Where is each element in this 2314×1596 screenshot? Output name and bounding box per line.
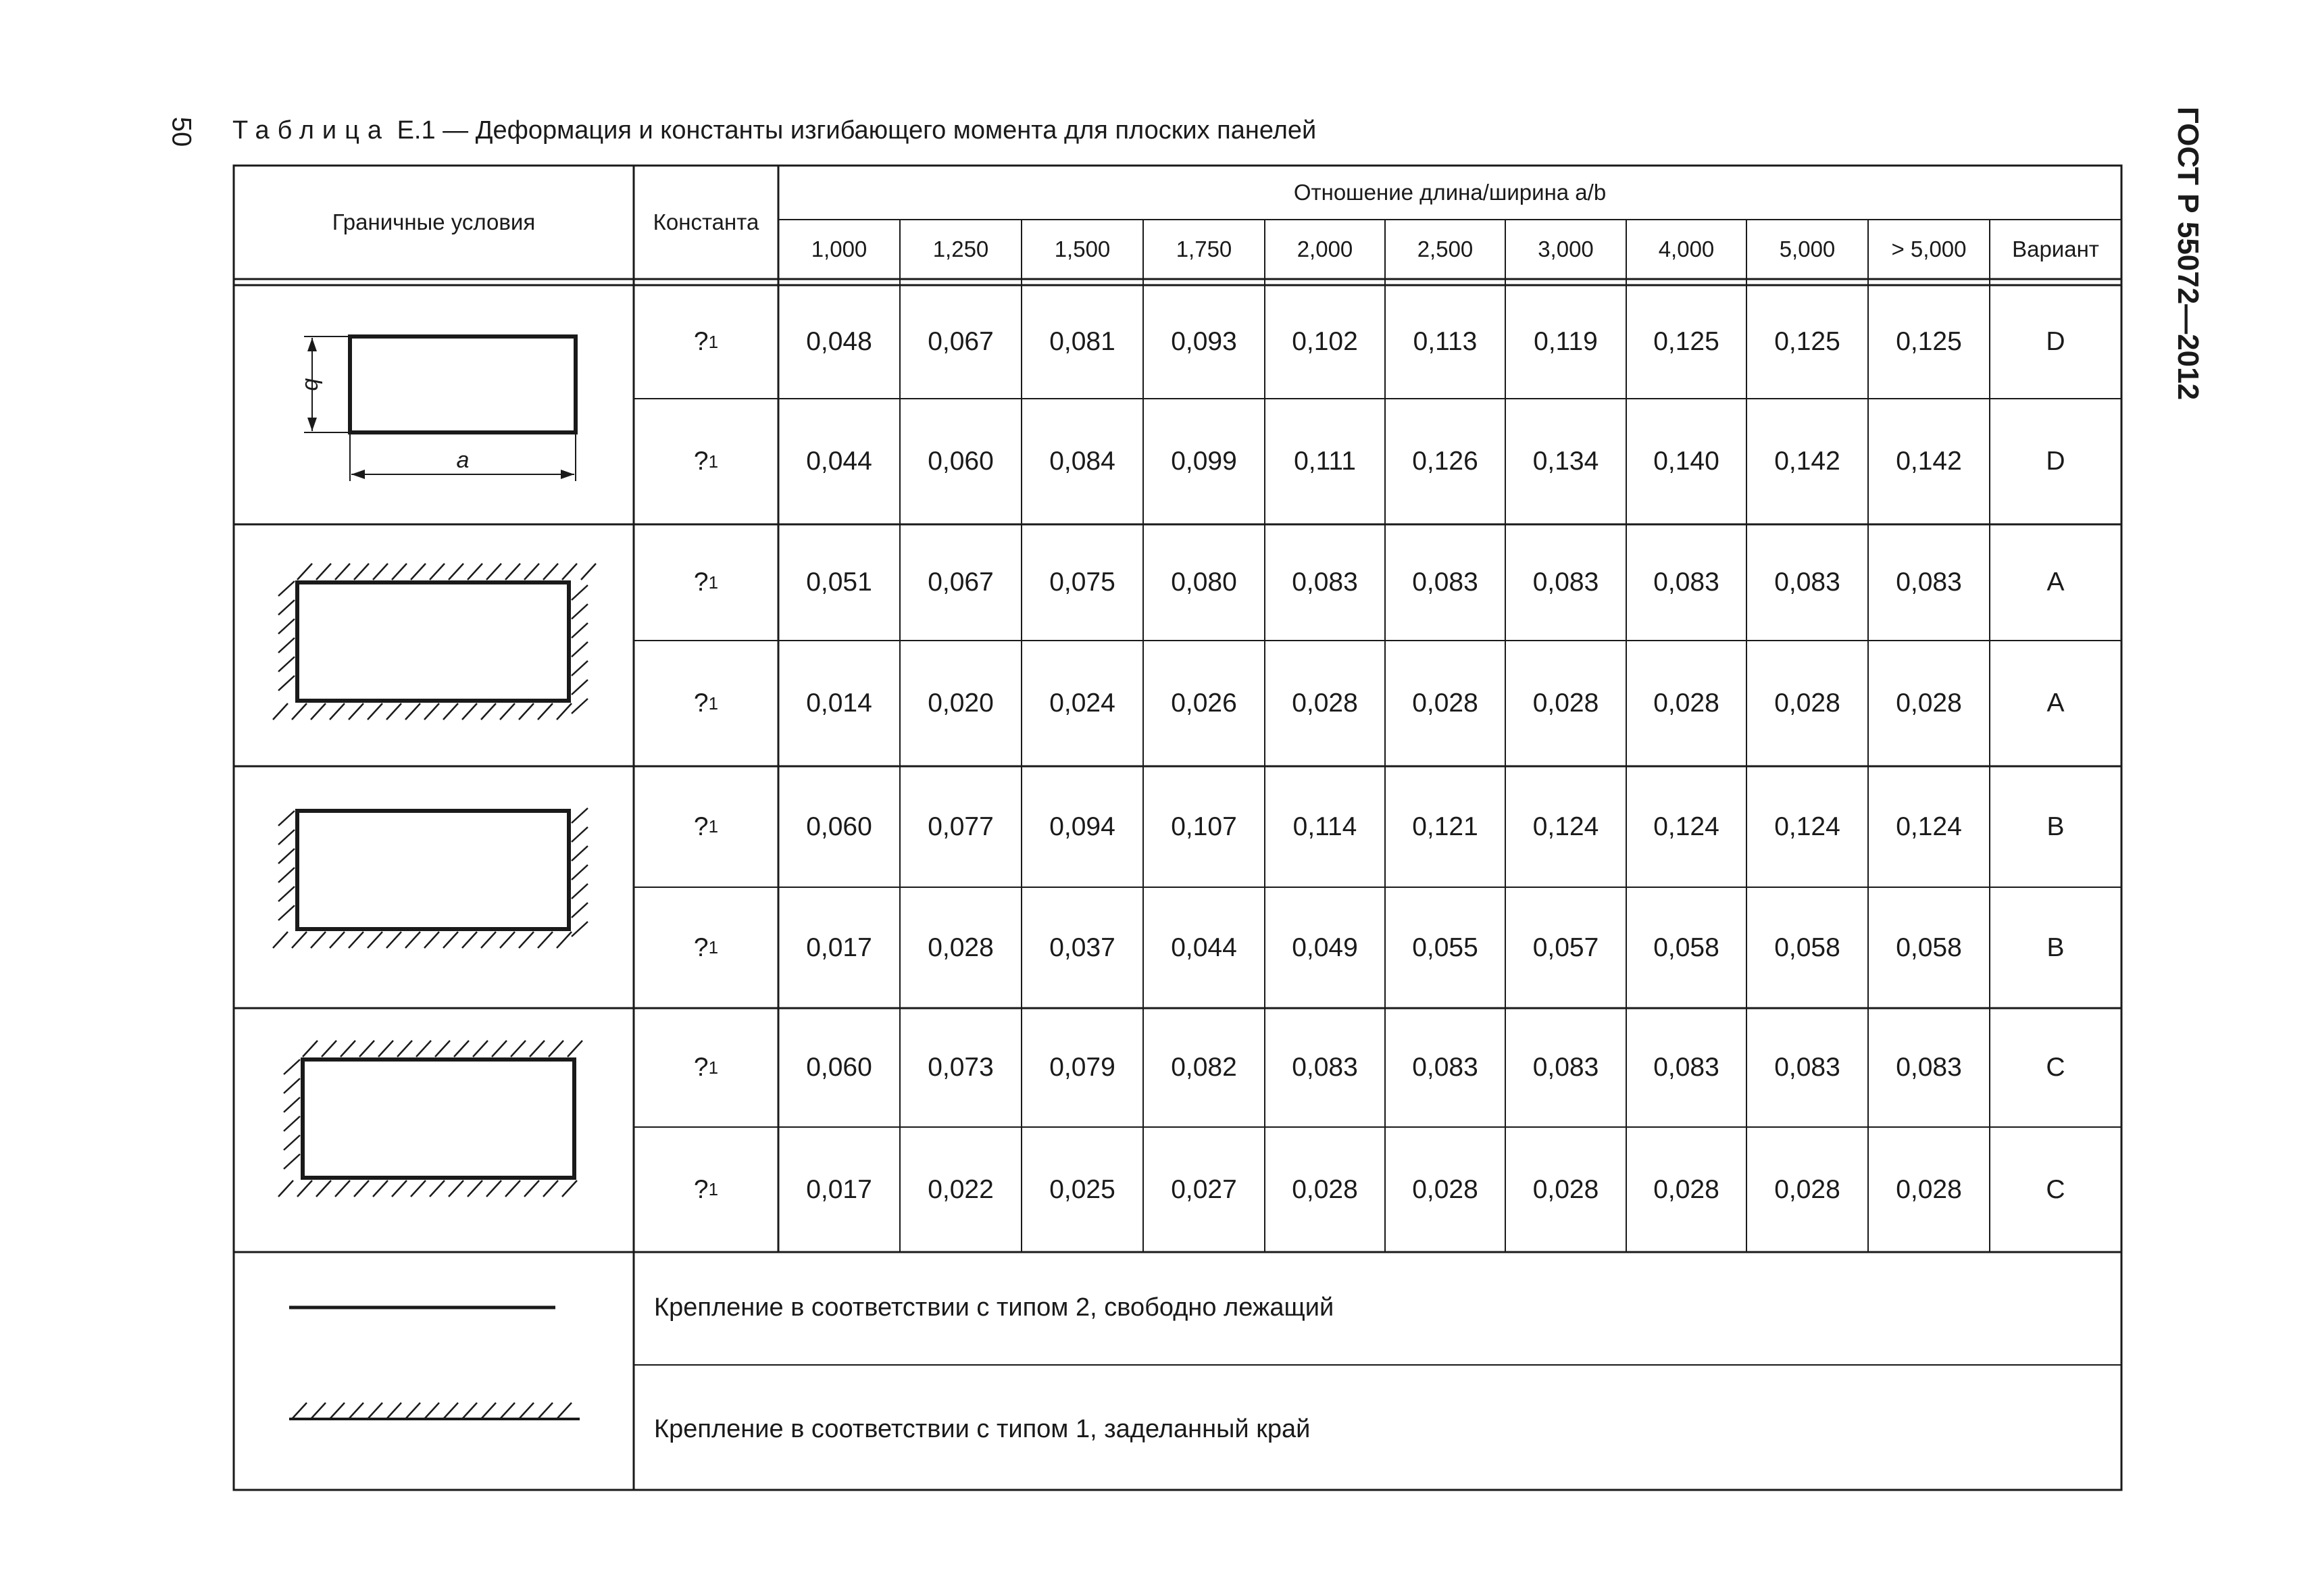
hatch-tick [557,1403,572,1419]
constant-cell [634,887,778,1008]
constant-symbol: ? [693,447,709,476]
hatch-tick [284,1116,300,1131]
hatch-tick [473,1041,488,1057]
header-constant: Константа [653,209,759,234]
value-cell: 0,028 [1896,1174,1962,1204]
value-cell: 0,081 [1049,327,1115,356]
hatch-tick [278,619,295,634]
hatch-tick [311,932,326,948]
hatch-tick [311,703,326,720]
constant-symbol: ? [693,568,709,597]
hatch-tick [278,830,295,845]
value-cell: 0,083 [1292,1053,1358,1082]
hatch-tick [405,1403,420,1419]
hatch-tick [572,922,588,937]
hatch-tick [572,642,588,657]
hatch-bottom [273,932,572,948]
table-title-number: Е.1 [397,116,436,145]
hatch-tick [449,564,463,580]
header-ratio-8: 4,000 [1658,236,1715,261]
hatch-tick [449,1180,463,1197]
value-cell: 0,125 [1774,327,1840,356]
hatch-tick [303,1041,318,1057]
hatch-tick [386,932,401,948]
hatch-tick [572,865,588,880]
hatch-tick [424,703,439,720]
dimension-label-b: b [300,378,326,391]
value-cell: 0,028 [1532,689,1599,718]
hatch-tick [468,564,482,580]
value-cell: 0,099 [1171,447,1237,476]
value-cell: 0,083 [1653,568,1719,597]
hatch-tick [359,1041,374,1057]
variant-cell: A [2046,689,2065,718]
panel-rect [350,336,576,432]
hatch-tick [297,1180,312,1197]
hatch-tick [273,932,288,948]
value-cell: 0,026 [1171,689,1237,718]
hatch-tick [278,581,295,596]
hatch-tick [572,699,588,714]
hatch-tick [284,1078,300,1093]
value-cell: 0,060 [806,812,872,841]
constant-symbol: ? [693,932,709,962]
header-ratio-group: Отношение длина/ширина a/b [1293,180,1607,205]
hatch-tick [330,703,345,720]
constant-cell [634,1008,778,1127]
hatch-top [303,1041,582,1057]
constant-symbol: ? [693,689,709,718]
value-cell: 0,142 [1896,447,1962,476]
hatch-tick [524,564,539,580]
hatch-tick [284,1154,300,1169]
value-cell: 0,083 [1412,1053,1478,1082]
hatch-tick [568,1041,582,1057]
hatch-tick [505,564,520,580]
value-cell: 0,017 [806,932,872,962]
hatch-tick [443,703,458,720]
hatch-tick [572,808,588,823]
hatch-tick [572,585,588,600]
hatch-tick [292,932,307,948]
hatch-tick [373,564,388,580]
hatch-tick [462,1403,477,1419]
value-cell: 0,028 [1774,689,1840,718]
hatch-tick [386,1403,401,1419]
hatch-tick [322,1041,336,1057]
hatch-tick [378,1041,393,1057]
hatch-tick [368,1403,382,1419]
hatch-tick [335,1180,350,1197]
hatch-tick [468,1180,482,1197]
hatch-tick [430,1180,445,1197]
value-cell: 0,028 [1653,1174,1719,1204]
hatch-tick [292,1403,307,1419]
hatch-tick [462,932,477,948]
hatch-left [284,1059,300,1169]
hatch-tick [349,932,363,948]
header-ratio-9: 5,000 [1779,236,1836,261]
value-cell: 0,083 [1532,1053,1599,1082]
value-cell: 0,126 [1412,447,1478,476]
hatch-tick [278,905,295,920]
header-ratio-4: 1,750 [1176,236,1232,261]
hatch-tick [405,703,420,720]
value-cell: 0,075 [1049,568,1115,597]
panel-rect [297,811,569,929]
constant-cell [634,641,778,766]
hatch-tick [486,1180,501,1197]
hatch-tick [581,564,596,580]
hatch-tick [335,564,350,580]
value-cell: 0,057 [1532,932,1599,962]
value-cell: 0,017 [806,1174,872,1204]
value-cell: 0,125 [1896,327,1962,356]
value-cell: 0,020 [928,689,994,718]
diagram-variant-c [278,1041,582,1197]
hatch-tick [273,703,288,720]
hatch-tick [524,1180,539,1197]
value-cell: 0,124 [1896,812,1962,841]
hatch-tick [572,680,588,695]
hatch-tick [562,564,577,580]
hatch-right [572,585,588,714]
table-title-label: Таблица [232,116,390,145]
variant-cell: C [2046,1053,2065,1082]
value-cell: 0,028 [1412,1174,1478,1204]
value-cell: 0,028 [1292,689,1358,718]
hatch-tick [278,1180,293,1197]
hatch-tick [284,1097,300,1112]
value-cell: 0,083 [1774,568,1840,597]
hatch-tick [284,1135,300,1150]
variant-cell: B [2046,932,2065,962]
header-variant: Вариант [2012,236,2099,261]
hatch-tick [443,932,458,948]
value-cell: 0,060 [806,1053,872,1082]
hatch-tick [284,1059,300,1074]
hatch-tick [557,932,572,948]
value-cell: 0,060 [928,447,994,476]
legend-symbols [289,1307,580,1419]
value-cell: 0,028 [1412,689,1478,718]
arrow-head [307,338,317,351]
value-cell: 0,048 [806,327,872,356]
header-ratio-7: 3,000 [1538,236,1594,261]
value-cell: 0,082 [1171,1053,1237,1082]
value-cell: 0,055 [1412,932,1478,962]
variant-cell: B [2046,812,2065,841]
value-cell: 0,125 [1653,327,1719,356]
variant-cell: D [2046,447,2065,476]
value-cell: 0,083 [1896,568,1962,597]
hatch-tick [486,564,501,580]
variant-cell: D [2046,327,2065,356]
hatch-tick [443,1403,458,1419]
hatch-tick [557,703,572,720]
value-cell: 0,058 [1774,932,1840,962]
hatch-tick [572,661,588,676]
hatch-tick [572,623,588,638]
hatch-tick [392,564,407,580]
value-cell: 0,027 [1171,1174,1237,1204]
table-title-text: — Деформация и константы изгибающего момента для плоских панелей [443,116,1317,145]
hatch-left [278,581,295,691]
value-cell: 0,140 [1653,447,1719,476]
constant-cell [634,399,778,524]
hatch-tick [519,703,534,720]
value-cell: 0,014 [806,689,872,718]
hatch-tick [572,827,588,842]
value-cell: 0,067 [928,568,994,597]
hatch-tick [349,1403,363,1419]
value-cell: 0,134 [1532,447,1599,476]
hatch-tick [368,932,382,948]
hatch-tick [454,1041,469,1057]
hatch-tick [481,1403,496,1419]
value-cell: 0,058 [1653,932,1719,962]
hatch-tick [278,868,295,882]
header-ratio-6: 2,500 [1417,236,1474,261]
hatch-top [297,564,596,580]
header-boundary-conditions: Граничные условия [332,209,536,234]
diagram-variant-b [273,808,588,948]
legend-simply-supported: Крепление в соответствии с типом 2, свободно лежащий [654,1293,1334,1322]
header-ratio-10: > 5,000 [1891,236,1967,261]
hatch-tick [297,564,312,580]
constant-subscript: 1 [708,1179,719,1199]
legend-clamped-edge: Крепление в соответствии с типом 1, заделанный край [654,1414,1311,1443]
value-cell: 0,067 [928,327,994,356]
hatch-tick [511,1041,526,1057]
constant-subscript: 1 [708,331,719,352]
value-cell: 0,083 [1532,568,1599,597]
hatch-tick [481,932,496,948]
value-cell: 0,124 [1532,812,1599,841]
hatch-tick [549,1041,563,1057]
hatch-tick [500,932,515,948]
hatch-tick [278,638,295,653]
variant-cell: A [2046,568,2065,597]
constant-symbol: ? [693,812,709,841]
hatch-tick [543,1180,558,1197]
hatch-tick [481,703,496,720]
value-cell: 0,077 [928,812,994,841]
hatch-tick [386,703,401,720]
hatch-tick [411,1180,426,1197]
panel-rect [303,1059,574,1178]
value-cell: 0,028 [1653,689,1719,718]
legend-symbol-clamped-edge [289,1403,580,1419]
value-cell: 0,044 [806,447,872,476]
hatch-tick [411,564,426,580]
value-cell: 0,022 [928,1174,994,1204]
value-cell: 0,028 [1292,1174,1358,1204]
hatch-tick [405,932,420,948]
hatch-tick [341,1041,355,1057]
hatch-tick [538,1403,553,1419]
hatch-tick [430,564,445,580]
hatch-tick [278,811,295,826]
hatch-tick [278,657,295,672]
constant-symbol: ? [693,1174,709,1204]
header-ratio-2: 1,250 [932,236,989,261]
hatch-tick [530,1041,545,1057]
hatch-tick [354,564,369,580]
value-cell: 0,113 [1413,327,1478,356]
variant-cell: C [2046,1174,2065,1204]
hatch-tick [368,703,382,720]
value-cell: 0,073 [928,1053,994,1082]
value-cell: 0,094 [1049,812,1115,841]
value-cell: 0,049 [1292,932,1358,962]
value-cell: 0,083 [1774,1053,1840,1082]
header-ratio-3: 1,500 [1054,236,1111,261]
value-cell: 0,025 [1049,1174,1115,1204]
value-cell: 0,079 [1049,1053,1115,1082]
value-cell: 0,093 [1171,327,1237,356]
hatch-tick [330,932,345,948]
constant-symbol: ? [693,327,709,356]
hatch-tick [349,703,363,720]
hatch-bottom [278,1180,577,1197]
value-cell: 0,119 [1534,327,1598,356]
hatch-tick [373,1180,388,1197]
hatch-tick [416,1041,431,1057]
hatch-tick [572,604,588,619]
value-cell: 0,028 [1896,689,1962,718]
diagram-variant-d [300,336,576,481]
header-ratio-5: 2,000 [1297,236,1353,261]
constant-cell [634,766,778,887]
hatch-tick [292,703,307,720]
hatch-tick [424,932,439,948]
standard-designation: ГОСТ Р 55072—2012 [2171,106,2205,401]
page-number: 50 [166,116,197,147]
value-cell: 0,114 [1292,812,1357,841]
hatch-tick [278,600,295,615]
constant-subscript: 1 [708,1057,719,1078]
arrow-head [351,470,365,479]
hatch-tick [354,1180,369,1197]
value-cell: 0,028 [1532,1174,1599,1204]
constant-subscript: 1 [708,816,719,837]
hatch-tick [562,1180,577,1197]
hatch-tick [538,703,553,720]
arrow-head [561,470,574,479]
hatch-right [572,808,588,937]
hatch-tick [500,1403,515,1419]
hatch-tick [278,676,295,691]
value-cell: 0,111 [1294,447,1356,476]
value-cell: 0,037 [1049,932,1115,962]
value-cell: 0,024 [1049,689,1115,718]
hatch-tick [572,846,588,861]
value-cell: 0,083 [1896,1053,1962,1082]
value-cell: 0,028 [928,932,994,962]
hatch-bottom [273,703,572,720]
hatch-tick [316,564,331,580]
constant-subscript: 1 [708,693,719,714]
value-cell: 0,044 [1171,932,1237,962]
value-cell: 0,102 [1292,327,1358,356]
hatch-left [278,811,295,920]
value-cell: 0,121 [1412,812,1478,841]
constant-symbol: ? [693,1053,709,1082]
hatch-tick [519,1403,534,1419]
hatch-tick [492,1041,507,1057]
value-cell: 0,058 [1896,932,1962,962]
hatch-tick [311,1403,326,1419]
constant-subscript: 1 [708,937,719,957]
constant-cell [634,524,778,641]
value-cell: 0,124 [1653,812,1719,841]
value-cell: 0,124 [1774,812,1840,841]
panel-rect [297,582,569,701]
arrow-head [307,418,317,431]
hatch-tick [278,887,295,901]
value-cell: 0,083 [1292,568,1358,597]
value-cell: 0,084 [1049,447,1115,476]
constant-cell [634,285,778,399]
constant-subscript: 1 [708,451,719,472]
hatch-tick [505,1180,520,1197]
value-cell: 0,080 [1171,568,1237,597]
hatch-tick [330,1403,345,1419]
hatch-tick [538,932,553,948]
value-cell: 0,028 [1774,1174,1840,1204]
hatch-tick [392,1180,407,1197]
dimension-label-a: a [456,447,470,473]
hatch-tick [572,903,588,918]
hatch-tick [316,1180,331,1197]
hatch-tick [543,564,558,580]
diagram-variant-a [273,564,596,720]
constant-subscript: 1 [708,572,719,593]
value-cell: 0,051 [806,568,872,597]
value-cell: 0,107 [1171,812,1237,841]
value-cell: 0,142 [1774,447,1840,476]
hatch-tick [519,932,534,948]
hatch-tick [462,703,477,720]
hatch-tick [424,1403,439,1419]
hatch-tick [500,703,515,720]
value-cell: 0,083 [1412,568,1478,597]
constant-cell [634,1127,778,1252]
hatch-tick [397,1041,412,1057]
header-ratio-1: 1,000 [811,236,867,261]
value-cell: 0,083 [1653,1053,1719,1082]
hatch-tick [435,1041,450,1057]
hatch-tick [278,849,295,864]
hatch-tick [572,884,588,899]
